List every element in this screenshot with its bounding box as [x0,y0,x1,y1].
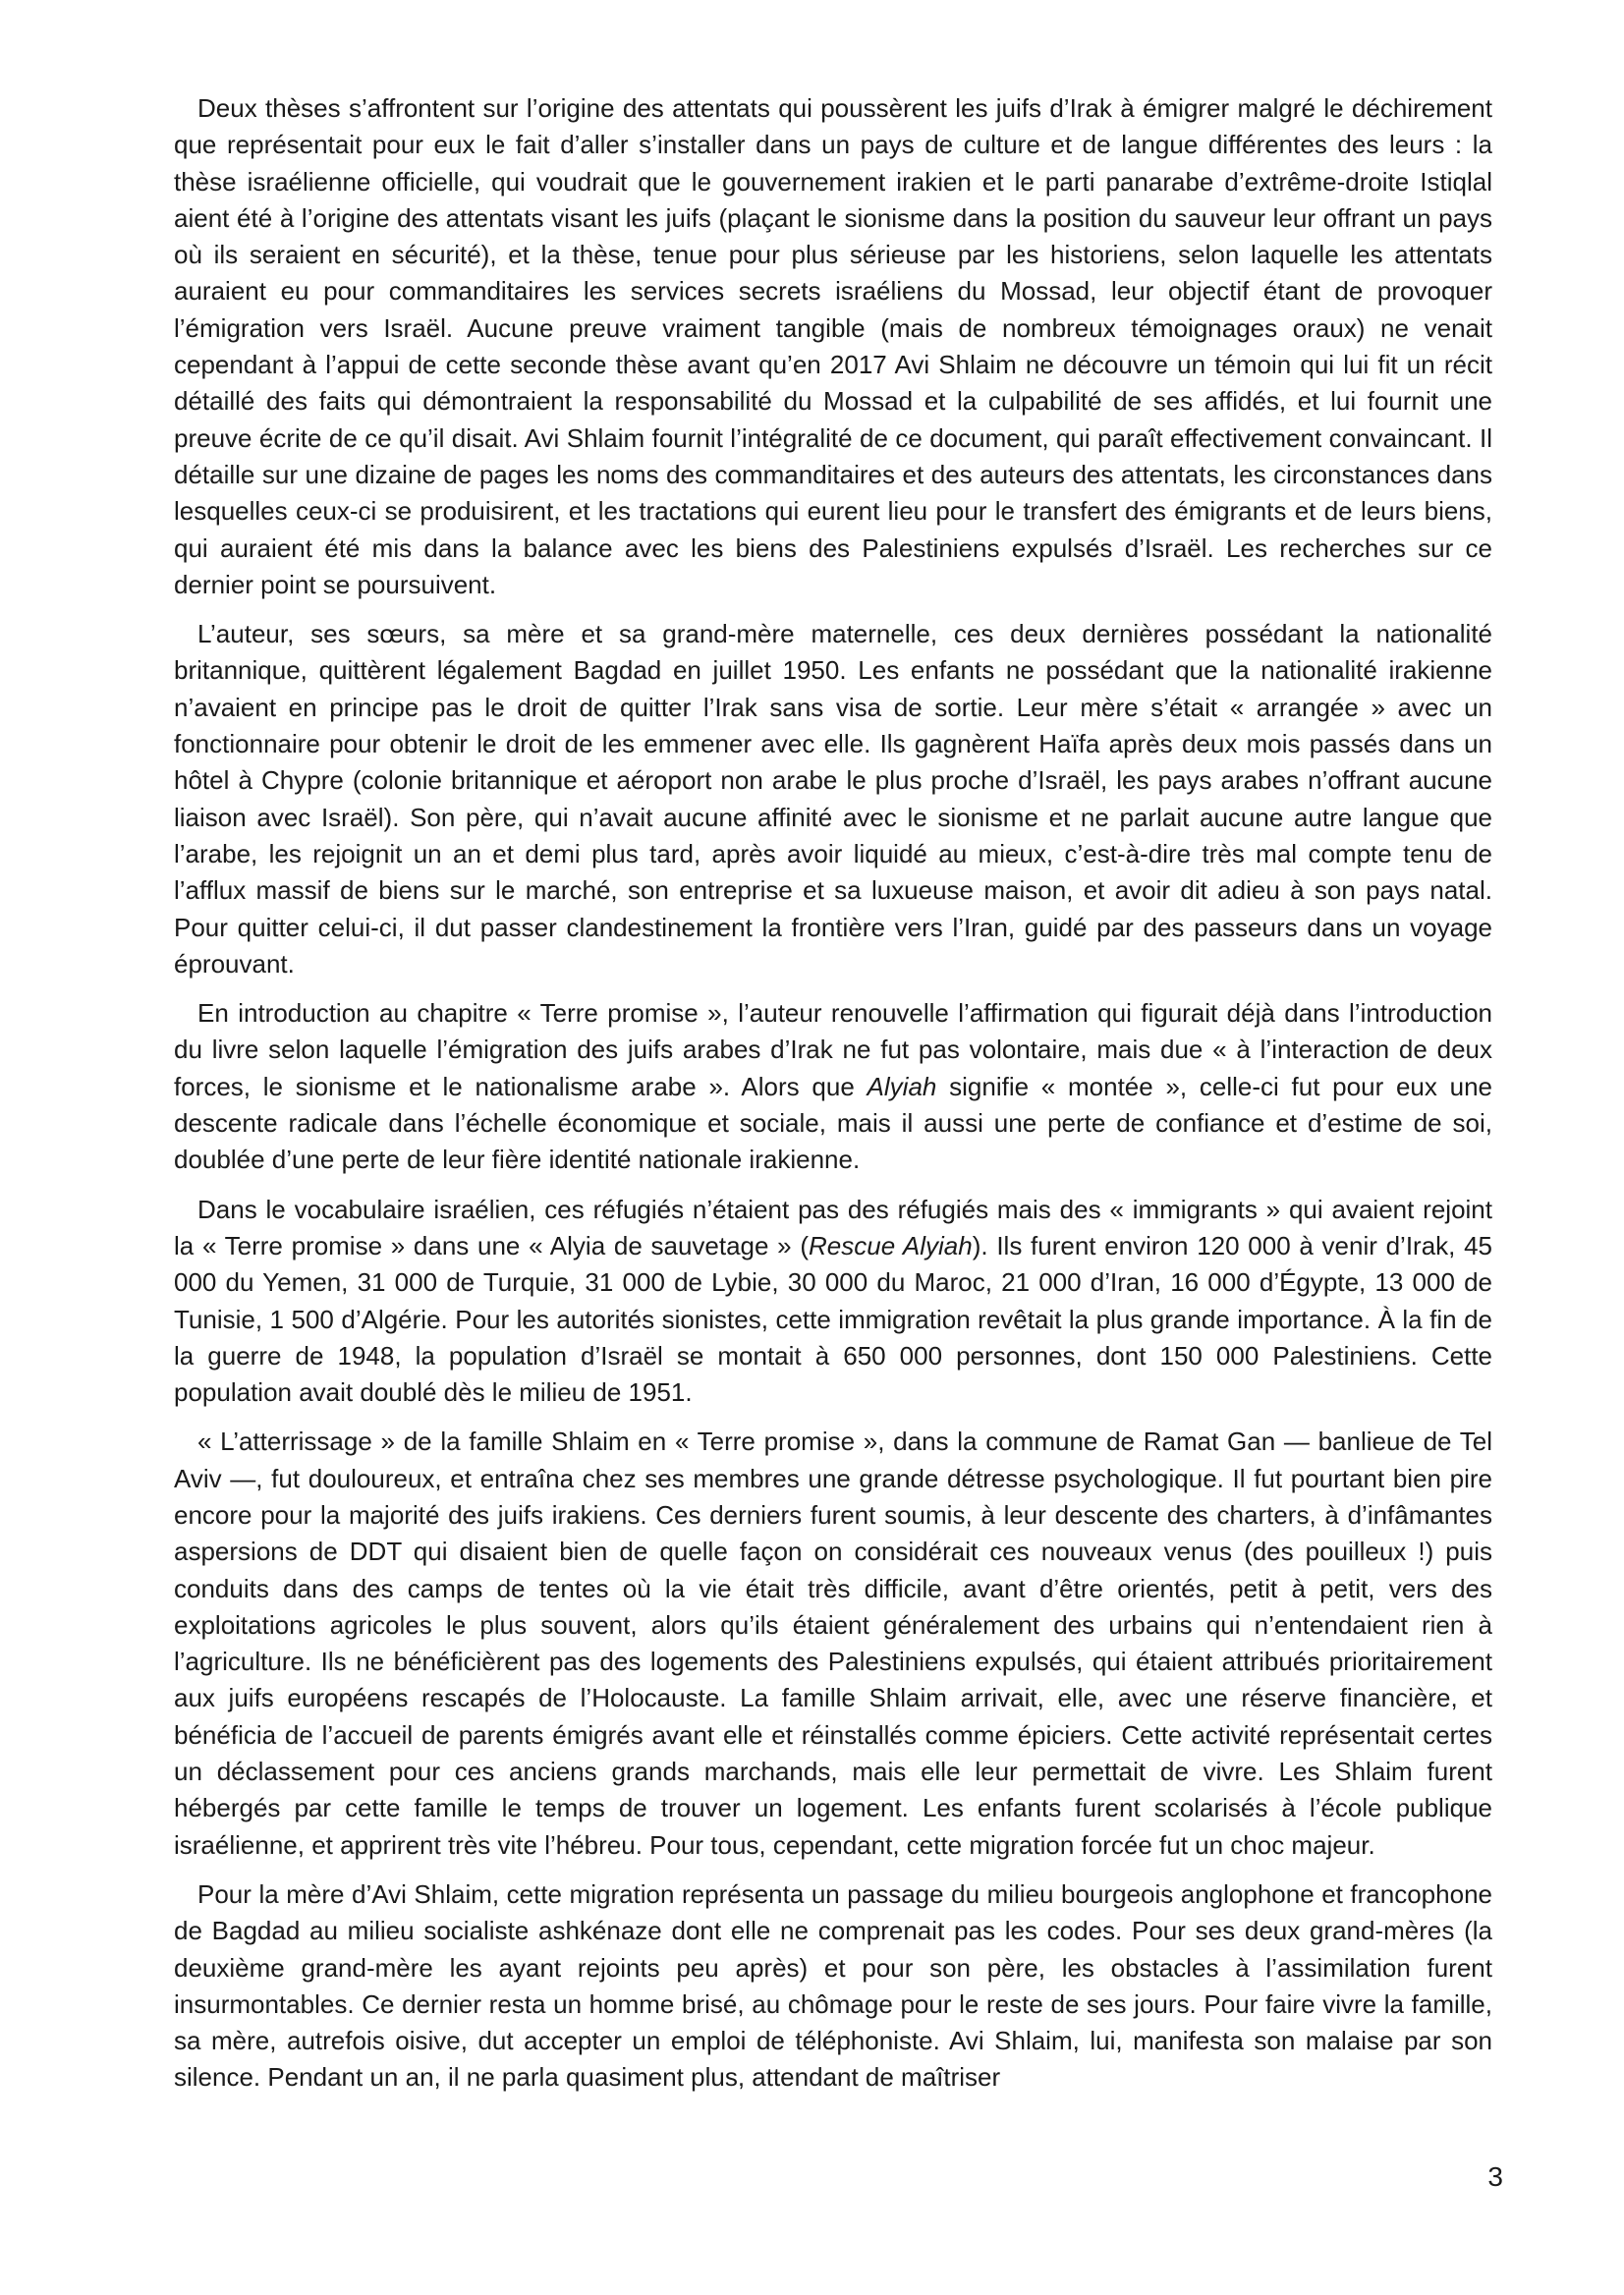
paragraph-landing [174,1424,1492,1864]
paragraph-origin-attacks [174,90,1492,603]
document-body [174,90,1492,2109]
paragraph-text: Deux thèses s’affrontent sur l’origine des attentats qui poussèrent les juifs d’Irak à émigrer malgré le déchirement que représentait pour eux le fait d’aller s’installer dans un pays de culture et de langue différentes des leurs : la thèse israélienne officielle, qui voudrait que le gouvernement irakien et le parti panarabe d’extrême-droite Istiqlal aient été à l’origine des attentats visant les juifs (plaçant le sionisme dans la position du sauveur leur offrant un pays où ils seraient en sécurité), et la thèse, tenue pour plus sérieuse par les historiens, selon laquelle les attentats auraient eu pour commanditaires les services secrets israéliens du Mossad, leur objectif étant de provoquer l’émigration vers Israël. Aucune preuve vraiment tangible (mais de nombreux témoignages oraux) ne venait cependant à l’appui de cette seconde thèse avant qu’en 2017 Avi Shlaim ne découvre un témoin qui lui fit un récit détaillé des faits qui démontraient la responsabilité du Mossad et la culpabilité de ses affidés, et lui fournit une preuve écrite de ce qu’il disait. Avi Shlaim fournit l’intégralité de ce document, qui paraît effectivement convaincant. Il détaille sur une dizaine de pages les noms des commanditaires et des auteurs des attentats, les circonstances dans lesquelles ceux-ci se produisirent, et les tractations qui eurent lieu pour le transfert des émigrants et de leurs biens, qui auraient été mis dans la balance avec les biens des Palestiniens expulsés d’Israël. Les recherches sur ce dernier point se poursuivent. [174,93,1492,599]
paragraph-text: signifie « montée », celle-ci fut pour eux une descente radicale dans l’échelle économique et sociale, mais il aussi une perte de confiance et d’estime de soi, doublée d’une perte de leur fière identité nationale irakienne. [174,1071,1493,1175]
page-number: 3 [1487,2161,1503,2192]
paragraph-immigrants [174,1192,1492,1412]
italic-term: Rescue Alyiah [809,1230,973,1260]
paragraph-text: Dans le vocabulaire israélien, ces réfugiés n’étaient pas des réfugiés mais des « immigrants » qui avaient rejoint la « Terre promise » dans une « Alyia de sauvetage » ( [174,1194,1492,1260]
paragraph-text: En introduction au chapitre « Terre promise », l’auteur renouvelle l’affirmation qui figurait déjà dans l’introduction du livre selon laquelle l’émigration des juifs arabes d’Irak ne fut pas volontaire, mais due « à l’interaction de deux forces, le sionisme et le nationalisme arabe ». Alors que [174,998,1492,1101]
paragraph-mother [174,1876,1492,2097]
paragraph-promised-land [174,995,1492,1178]
paragraph-text: Pour la mère d’Avi Shlaim, cette migration représenta un passage du milieu bourgeois anglophone et francophone de Bagdad au milieu socialiste ashkénaze dont elle ne comprenait pas les codes. Pour ses deux grand-mères (la deuxième grand-mère les ayant rejoints peu après) et pour son père, les obstacles à l’assimilation furent insurmontables. Ce dernier resta un homme brisé, au chômage pour le reste de ses jours. Pour faire vivre la famille, sa mère, autrefois oisive, dut accepter un emploi de téléphoniste. Avi Shlaim, lui, manifesta son malaise par son silence. Pendant un an, il ne parla quasiment plus, attendant de maîtriser [174,1878,1492,2093]
paragraph-text: L’auteur, ses sœurs, sa mère et sa grand-mère maternelle, ces deux dernières possédant la nationalité britannique, quittèrent légalement Bagdad en juillet 1950. Les enfants ne possédant que la nationalité irakienne n’avaient en principe pas le droit de quitter l’Irak sans visa de sortie. Leur mère s’était « arrangée » avec un fonctionnaire pour obtenir le droit de les emmener avec elle. Ils gagnèrent Haïfa après deux mois passés dans un hôtel à Chypre (colonie britannique et aéroport non arabe le plus proche d’Israël, les pays arabes n’offrant aucune liaison avec Israël). Son père, qui n’avait aucune affinité avec le sionisme et ne parlait aucune autre langue que l’arabe, les rejoignit un an et demi plus tard, après avoir liquidé au mieux, c’est-à-dire très mal compte tenu de l’afflux massif de biens sur le marché, son entreprise et sa luxueuse maison, et avoir dit adieu à son pays natal. Pour quitter celui-ci, il dut passer clandestinement la frontière vers l’Iran, guidé par des passeurs dans un voyage éprouvant. [174,619,1492,979]
italic-term: Alyiah [867,1071,937,1101]
paragraph-departure [174,616,1492,982]
paragraph-text: « L’atterrissage » de la famille Shlaim en « Terre promise », dans la commune de Ramat Gan — banlieue de Tel Aviv —, fut douloureux, et entraîna chez ses membres une grande détresse psychologique. Il fut pourtant bien pire encore pour la majorité des juifs irakiens. Ces derniers furent soumis, à leur descente des charters, à d’infâmantes aspersions de DDT qui disaient bien de quelle façon on considérait ces nouveaux venus (des pouilleux !) puis conduits dans des camps de tentes où la vie était très difficile, avant d’être orientés, petit à petit, vers des exploitations agricoles le plus souvent, alors qu’ils étaient généralement des urbains qui n’entendaient rien à l’agriculture. Ils ne bénéficièrent pas des logements des Palestiniens expulsés, qui étaient attribués prioritairement aux juifs européens rescapés de l’Holocauste. La famille Shlaim arrivait, elle, avec une réserve financière, et bénéficia de l’accueil de parents émigrés avant elle et réinstallés comme épiciers. Cette activité représentait certes un déclassement pour ces anciens grands marchands, mais elle leur permettait de vivre. Les Shlaim furent hébergés par cette famille le temps de trouver un logement. Les enfants furent scolarisés à l’école publique israélienne, et apprirent très vite l’hébreu. Pour tous, cependant, cette migration forcée fut un choc majeur. [174,1427,1492,1860]
paragraph-text: ). Ils furent environ 120 000 à venir d’Irak, 45 000 du Yemen, 31 000 de Turquie, 31 000 de Lybie, 30 000 du Maroc, 21 000 d’Iran, 16 000 d’Égypte, 13 000 de Tunisie, 1 500 d’Algérie. Pour les autorités sionistes, cette immigration revêtait la plus grande importance. À la fin de la guerre de 1948, la population d’Israël se montait à 650 000 personnes, dont 150 000 Palestiniens. Cette population avait doublé dès le milieu de 1951. [174,1230,1493,1408]
